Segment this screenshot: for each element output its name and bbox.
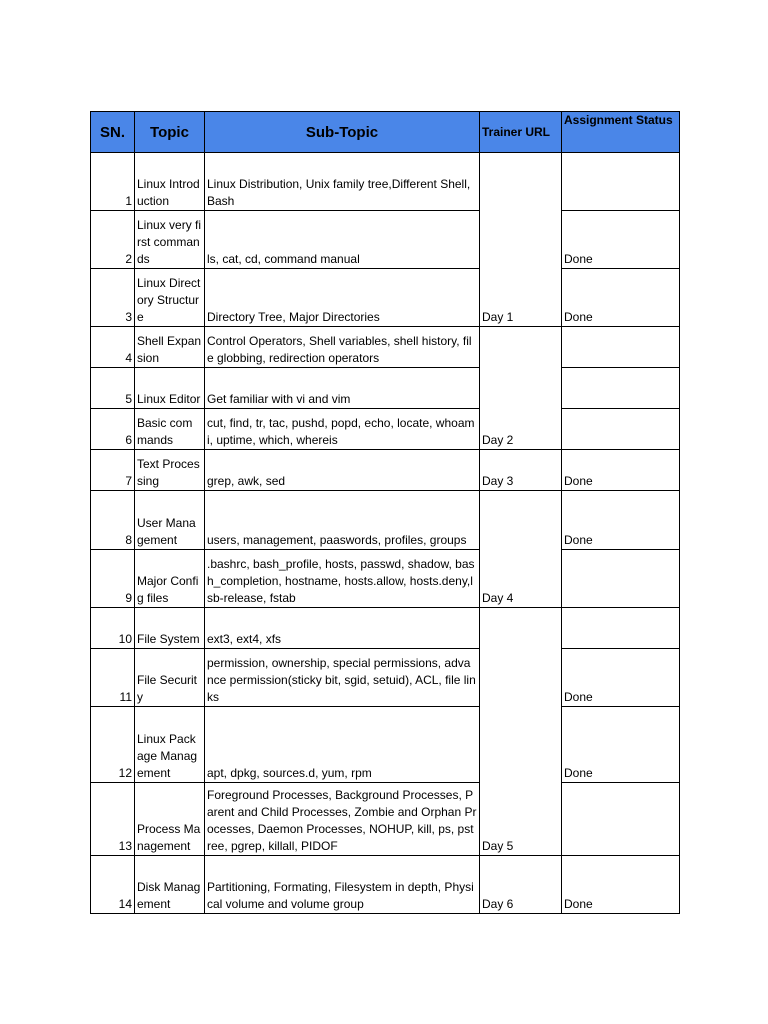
row-subtopic-cell: Linux Distribution, Unix family tree,Different Shell, Bash (205, 153, 480, 211)
row-status-cell: Done (562, 491, 680, 550)
row-status-cell (562, 153, 680, 211)
row-sn-cell: 7 (91, 450, 135, 491)
header-sn: SN. (91, 112, 135, 153)
row-topic-cell: Shell Expansion (135, 327, 205, 368)
trainer-url-day-cell: Day 4 (480, 491, 562, 608)
table-row (91, 153, 680, 211)
row-topic-cell: Linux very first commands (135, 211, 205, 269)
row-status-cell (562, 608, 680, 649)
row-subtopic-cell: Foreground Processes, Background Processes, Parent and Child Processes, Zombie and Orphan Processes, Daemon Processes, NOHUP, kill, ps, pstree, pgrep, killall, PIDOF (205, 783, 480, 856)
row-sn-cell: 12 (91, 707, 135, 783)
row-sn-cell: 11 (91, 649, 135, 707)
row-subtopic-cell: ext3, ext4, xfs (205, 608, 480, 649)
trainer-url-day-cell: Day 6 (480, 856, 562, 914)
row-sn-cell: 14 (91, 856, 135, 914)
row-topic-cell: Linux Introduction (135, 153, 205, 211)
header-trainer-url: Trainer URL (480, 112, 562, 153)
row-status-cell (562, 550, 680, 608)
row-status-cell: Done (562, 211, 680, 269)
table-row (91, 649, 680, 707)
row-status-cell: Done (562, 856, 680, 914)
row-status-cell: Done (562, 649, 680, 707)
row-topic-cell: User Management (135, 491, 205, 550)
table-row (91, 269, 680, 327)
topic-schedule-table (90, 111, 680, 914)
table-row (91, 491, 680, 550)
row-status-cell: Done (562, 707, 680, 783)
row-subtopic-cell: Directory Tree, Major Directories (205, 269, 480, 327)
row-sn-cell: 5 (91, 368, 135, 409)
row-topic-cell: Process Management (135, 783, 205, 856)
row-status-cell (562, 327, 680, 368)
table-row (91, 409, 680, 450)
row-topic-cell: Basic commands (135, 409, 205, 450)
row-topic-cell: Linux Directory Structure (135, 269, 205, 327)
row-sn-cell: 8 (91, 491, 135, 550)
trainer-url-day-cell: Day 2 (480, 327, 562, 450)
row-sn-cell: 9 (91, 550, 135, 608)
row-sn-cell: 4 (91, 327, 135, 368)
table-row (91, 608, 680, 649)
row-topic-cell: Linux Package Management (135, 707, 205, 783)
header-subtopic: Sub-Topic (205, 112, 480, 153)
row-status-cell (562, 368, 680, 409)
row-topic-cell: File System (135, 608, 205, 649)
trainer-url-day-cell: Day 1 (480, 153, 562, 327)
row-subtopic-cell: ls, cat, cd, command manual (205, 211, 480, 269)
table-row (91, 783, 680, 856)
row-subtopic-cell: cut, find, tr, tac, pushd, popd, echo, locate, whoami, uptime, which, whereis (205, 409, 480, 450)
row-subtopic-cell: Control Operators, Shell variables, shell history, file globbing, redirection operators (205, 327, 480, 368)
row-topic-cell: Major Config files (135, 550, 205, 608)
row-subtopic-cell: users, management, paaswords, profiles, groups (205, 491, 480, 550)
table-row (91, 856, 680, 914)
row-subtopic-cell: Get familiar with vi and vim (205, 368, 480, 409)
row-topic-cell: File Security (135, 649, 205, 707)
trainer-url-day-cell: Day 5 (480, 608, 562, 856)
row-status-cell: Done (562, 269, 680, 327)
row-status-cell (562, 409, 680, 450)
row-subtopic-cell: grep, awk, sed (205, 450, 480, 491)
row-sn-cell: 1 (91, 153, 135, 211)
row-sn-cell: 2 (91, 211, 135, 269)
row-sn-cell: 3 (91, 269, 135, 327)
table-row (91, 450, 680, 491)
table-row (91, 368, 680, 409)
row-subtopic-cell: .bashrc, bash_profile, hosts, passwd, shadow, bash_completion, hostname, hosts.allow, hosts.deny,lsb-release, fstab (205, 550, 480, 608)
row-sn-cell: 10 (91, 608, 135, 649)
header-assignment-status: Assignment Status (562, 112, 680, 153)
row-subtopic-cell: apt, dpkg, sources.d, yum, rpm (205, 707, 480, 783)
row-topic-cell: Linux Editor (135, 368, 205, 409)
row-subtopic-cell: permission, ownership, special permissions, advance permission(sticky bit, sgid, setuid), ACL, file links (205, 649, 480, 707)
table-row (91, 211, 680, 269)
row-topic-cell: Text Processing (135, 450, 205, 491)
row-status-cell (562, 783, 680, 856)
row-sn-cell: 6 (91, 409, 135, 450)
table-row (91, 707, 680, 783)
table-row (91, 327, 680, 368)
row-sn-cell: 13 (91, 783, 135, 856)
table-header-row (91, 112, 680, 153)
row-subtopic-cell: Partitioning, Formating, Filesystem in depth, Physical volume and volume group (205, 856, 480, 914)
header-topic: Topic (135, 112, 205, 153)
row-topic-cell: Disk Management (135, 856, 205, 914)
trainer-url-day-cell: Day 3 (480, 450, 562, 491)
table-row (91, 550, 680, 608)
row-status-cell: Done (562, 450, 680, 491)
